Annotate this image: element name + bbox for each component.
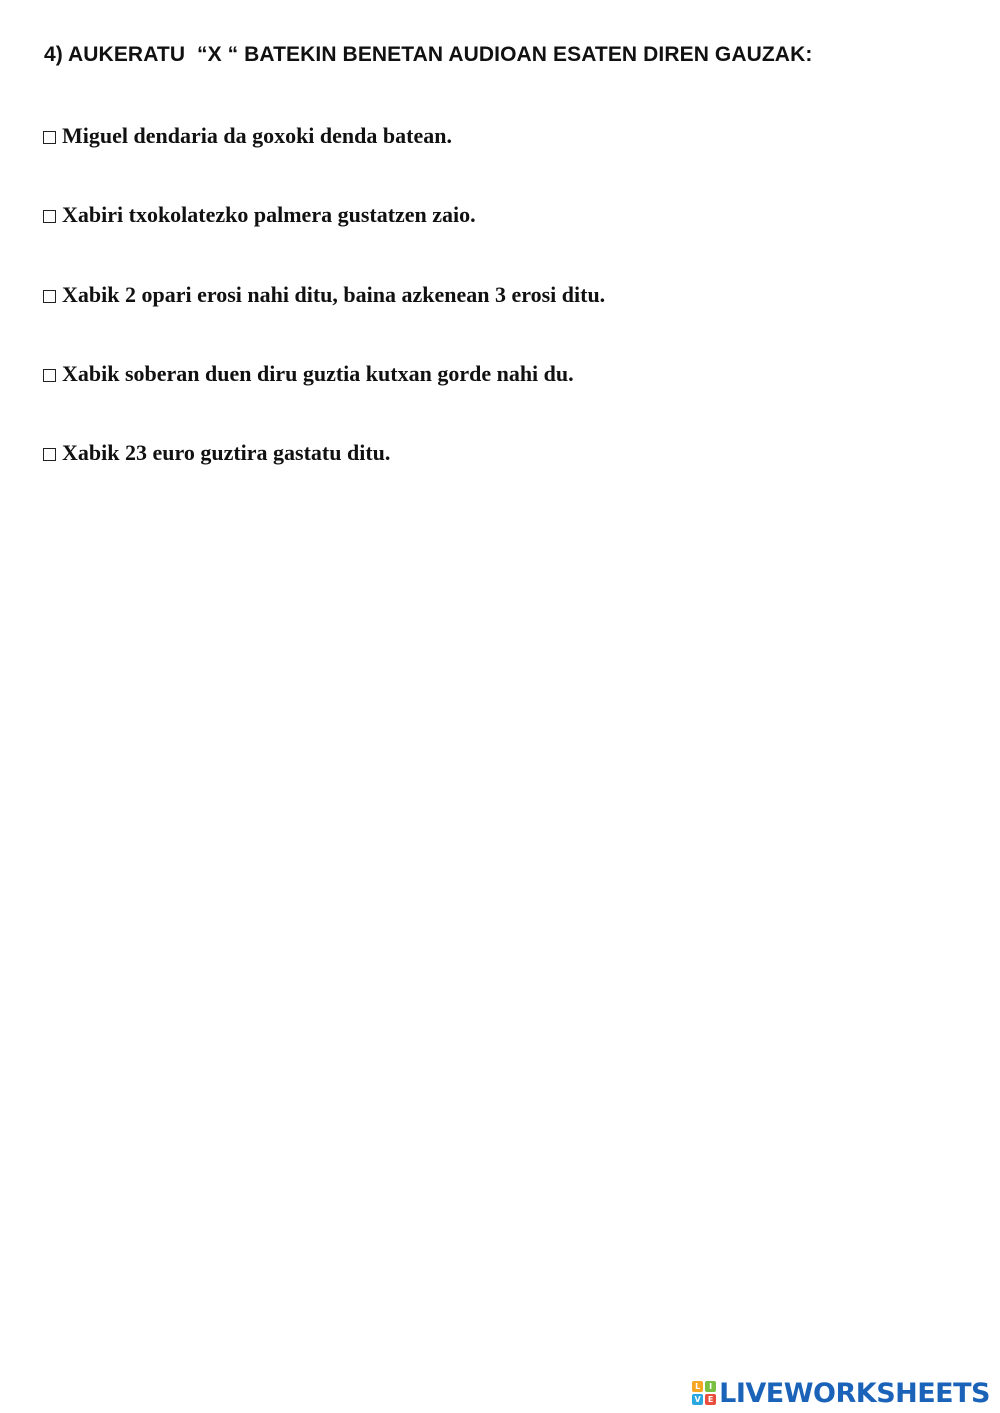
exercise-heading: 4) AUKERATU “X “ BATEKIN BENETAN AUDIOAN ESATEN DIREN GAUZAK: bbox=[44, 43, 813, 66]
logo-text: LIVEWORKSHEETS bbox=[719, 1377, 990, 1409]
logo-mark-tile: E bbox=[705, 1394, 716, 1405]
option-text: Xabiri txokolatezko palmera gustatzen zaio. bbox=[62, 202, 476, 227]
option-2 bbox=[43, 202, 476, 228]
option-5 bbox=[43, 440, 390, 466]
logo-mark-tile: L bbox=[692, 1381, 703, 1392]
option-text: Miguel dendaria da goxoki denda batean. bbox=[62, 123, 452, 148]
checkbox-icon[interactable] bbox=[43, 369, 56, 382]
checkbox-icon[interactable] bbox=[43, 448, 56, 461]
liveworksheets-logo bbox=[692, 1376, 990, 1410]
option-text: Xabik soberan duen diru guztia kutxan gorde nahi du. bbox=[62, 361, 574, 386]
checkbox-icon[interactable] bbox=[43, 131, 56, 144]
checkbox-icon[interactable] bbox=[43, 290, 56, 303]
option-3 bbox=[43, 282, 605, 308]
option-text: Xabik 23 euro guztira gastatu ditu. bbox=[62, 440, 391, 465]
option-1 bbox=[43, 123, 452, 149]
logo-mark-tile: V bbox=[692, 1394, 703, 1405]
logo-mark-tile: I bbox=[705, 1381, 716, 1392]
option-text: Xabik 2 opari erosi nahi ditu, baina azkenean 3 erosi ditu. bbox=[62, 282, 606, 307]
liveworksheets-logo-icon bbox=[692, 1381, 716, 1405]
checkbox-icon[interactable] bbox=[43, 210, 56, 223]
option-4 bbox=[43, 361, 574, 387]
